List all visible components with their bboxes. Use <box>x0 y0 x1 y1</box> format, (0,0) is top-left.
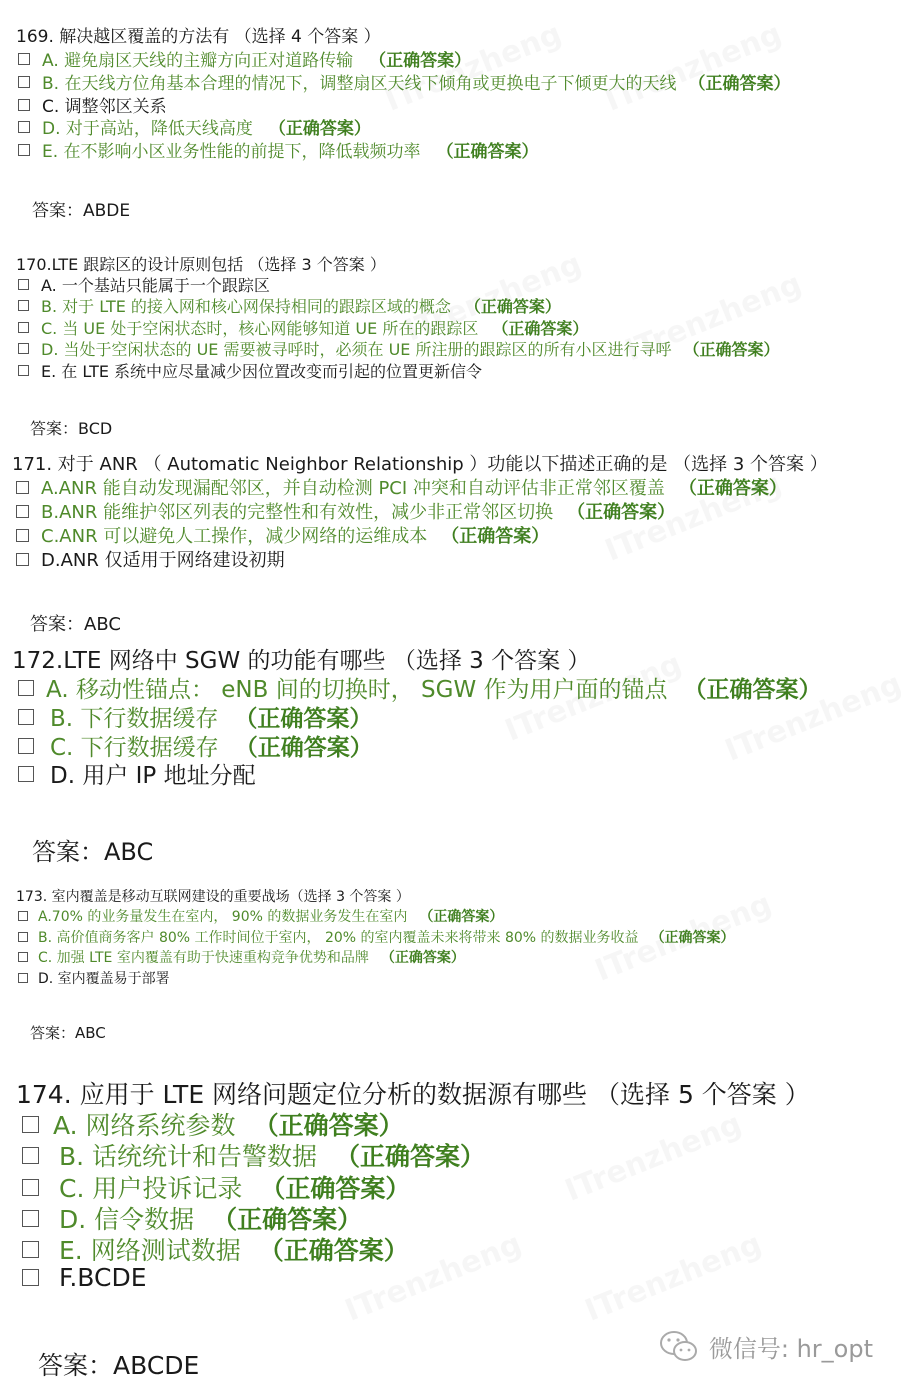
correct-answer-tag: （正确答案） <box>253 1111 404 1140</box>
watermark-text <box>580 1226 766 1328</box>
checkbox[interactable] <box>22 1269 39 1286</box>
correct-answer-tag: （正确答案） <box>650 930 735 946</box>
checkbox[interactable] <box>18 680 34 696</box>
checkbox[interactable] <box>18 144 30 156</box>
option-a[interactable] <box>18 906 503 926</box>
checkbox[interactable] <box>18 932 28 942</box>
correct-answer-tag: （正确答案） <box>380 950 465 966</box>
option-label: B. 在天线方位角基本合理的情况下，调整扇区天线下倾角或更换电子下倾更大的天线 <box>42 74 677 94</box>
option-label: A.ANR 能自动发现漏配邻区，并自动检测 PCI 冲突和自动评估非正常邻区覆盖 <box>41 478 665 499</box>
answer-key: 答案：ABDE <box>32 201 131 221</box>
option-f[interactable] <box>22 1263 147 1292</box>
option-e[interactable] <box>22 1231 409 1267</box>
correct-answer-tag: （正确答案） <box>688 74 791 94</box>
option-e[interactable] <box>18 137 539 162</box>
option-label: B. 下行数据缓存 <box>50 706 219 732</box>
correct-answer-tag: （正确答案） <box>492 319 589 338</box>
checkbox[interactable] <box>18 279 29 290</box>
checkbox[interactable] <box>18 53 30 65</box>
question-title: 169. 解决越区覆盖的方法有 （选择 4 个答案 ） <box>16 27 381 47</box>
checkbox[interactable] <box>16 505 29 518</box>
option-d[interactable] <box>16 546 285 572</box>
option-a[interactable] <box>18 273 270 296</box>
checkbox[interactable] <box>18 121 30 133</box>
question-title: 174. 应用于 LTE 网络问题定位分析的数据源有哪些 （选择 5 个答案 ） <box>16 1080 810 1109</box>
option-c[interactable] <box>18 947 465 967</box>
watermark-text <box>560 1106 746 1208</box>
option-label: E. 网络测试数据 <box>59 1236 241 1265</box>
option-a[interactable] <box>18 46 471 71</box>
option-c[interactable] <box>18 316 588 339</box>
checkbox[interactable] <box>18 322 29 333</box>
option-label: A. 一个基站只能属于一个跟踪区 <box>41 276 270 295</box>
option-label: D. 室内覆盖易于部署 <box>38 971 170 987</box>
wechat-account <box>659 1329 873 1364</box>
checkbox[interactable] <box>22 1210 39 1227</box>
correct-answer-tag: （正确答案） <box>268 119 371 139</box>
option-label: B.ANR 能维护邻区列表的完整性和有效性，减少非正常邻区切换 <box>41 502 554 523</box>
option-label: A. 移动性锚点： eNB 间的切换时， SGW 作为用户面的锚点 <box>46 677 668 703</box>
option-c[interactable] <box>16 522 549 548</box>
correct-answer-tag: （正确答案） <box>369 51 472 71</box>
option-d[interactable] <box>18 337 780 360</box>
option-label: C. 用户投诉记录 <box>59 1174 243 1203</box>
option-label: E. 在不影响小区业务性能的前提下，降低载频功率 <box>42 142 421 162</box>
option-b[interactable] <box>18 294 561 317</box>
answer-key: 答案：ABC <box>30 614 121 635</box>
option-label: A. 避免扇区天线的主瓣方向正对道路传输 <box>42 51 354 71</box>
checkbox[interactable] <box>18 300 29 311</box>
option-label: C.ANR 可以避免人工操作，减少网络的运维成本 <box>41 526 428 547</box>
option-label: C. 下行数据缓存 <box>50 735 219 761</box>
checkbox[interactable] <box>18 365 29 376</box>
wechat-icon <box>659 1330 699 1364</box>
checkbox[interactable] <box>18 911 28 921</box>
answer-key: 答案：ABC <box>30 1024 106 1042</box>
option-label: D. 对于高站，降低天线高度 <box>42 119 253 139</box>
option-label: C. 调整邻区关系 <box>42 97 167 117</box>
correct-answer-tag: （正确答案） <box>683 677 822 703</box>
checkbox[interactable] <box>18 766 34 782</box>
wechat-account-label: 微信号: hr_opt <box>708 1335 873 1363</box>
option-label: F.BCDE <box>59 1263 147 1292</box>
option-label: D. 用户 IP 地址分配 <box>50 763 256 789</box>
option-label: A. 网络系统参数 <box>53 1111 236 1140</box>
option-label: E. 在 LTE 系统中应尽量减少因位置改变而引起的位置更新信令 <box>41 362 483 381</box>
checkbox[interactable] <box>16 529 29 542</box>
watermark-text <box>600 16 786 118</box>
option-label: D. 当处于空闲状态的 UE 需要被寻呼时，必须在 UE 所注册的跟踪区的所有小区进行寻呼 <box>41 340 672 359</box>
option-label: B. 高价值商务客户 80% 工作时间位于室内， 20% 的室内覆盖未来将带来 80% 的数据业务收益 <box>38 930 639 946</box>
answer-key: 答案：ABC <box>32 838 154 866</box>
option-b[interactable] <box>16 498 675 524</box>
checkbox[interactable] <box>22 1147 39 1164</box>
option-a[interactable] <box>16 474 787 500</box>
option-e[interactable] <box>18 359 482 382</box>
question-title: 170.LTE 跟踪区的设计原则包括 （选择 3 个答案 ） <box>16 255 386 274</box>
option-d[interactable] <box>18 968 170 988</box>
option-b[interactable] <box>18 69 790 94</box>
correct-answer-tag: （正确答案） <box>260 1174 411 1203</box>
checkbox[interactable] <box>16 553 29 566</box>
correct-answer-tag: （正确答案） <box>683 340 780 359</box>
option-label: B. 对于 LTE 的接入网和核心网保持相同的跟踪区域的概念 <box>41 297 451 316</box>
correct-answer-tag: （正确答案） <box>419 909 504 925</box>
option-label: D.ANR 仅适用于网络建设初期 <box>41 550 285 571</box>
question-title: 171. 对于 ANR （ Automatic Neighbor Relationship ）功能以下描述正确的是 （选择 3 个答案 ） <box>12 454 828 475</box>
answer-key: 答案：ABCDE <box>38 1351 200 1380</box>
checkbox[interactable] <box>16 481 29 494</box>
option-d[interactable] <box>18 757 256 790</box>
option-label: C. 当 UE 处于空闲状态时，核心网能够知道 UE 所在的跟踪区 <box>41 319 479 338</box>
correct-answer-tag: （正确答案） <box>258 1236 409 1265</box>
checkbox[interactable] <box>18 343 29 354</box>
correct-answer-tag: （正确答案） <box>234 735 373 761</box>
correct-answer-tag: （正确答案） <box>464 297 561 316</box>
checkbox[interactable] <box>18 709 34 725</box>
question-title: 172.LTE 网络中 SGW 的功能有哪些 （选择 3 个答案 ） <box>12 648 591 674</box>
correct-answer-tag: （正确答案） <box>567 502 676 523</box>
checkbox[interactable] <box>22 1241 39 1258</box>
checkbox[interactable] <box>22 1116 39 1133</box>
checkbox[interactable] <box>18 738 34 754</box>
checkbox[interactable] <box>18 99 30 111</box>
checkbox[interactable] <box>18 76 30 88</box>
option-b[interactable] <box>22 1137 485 1173</box>
answer-key: 答案：BCD <box>30 419 113 438</box>
checkbox[interactable] <box>22 1179 39 1196</box>
question-title: 173. 室内覆盖是移动互联网建设的重要战场（选择 3 个答案 ） <box>16 889 410 905</box>
correct-answer-tag: （正确答案） <box>441 526 550 547</box>
option-label: B. 话统统计和告警数据 <box>59 1142 318 1171</box>
correct-answer-tag: （正确答案） <box>678 478 787 499</box>
checkbox[interactable] <box>18 952 28 962</box>
correct-answer-tag: （正确答案） <box>335 1142 486 1171</box>
option-b[interactable] <box>18 927 735 947</box>
correct-answer-tag: （正确答案） <box>234 706 373 732</box>
correct-answer-tag: （正确答案） <box>212 1205 363 1234</box>
checkbox[interactable] <box>18 973 28 983</box>
option-d[interactable] <box>18 114 371 139</box>
correct-answer-tag: （正确答案） <box>436 142 539 162</box>
option-label: C. 加强 LTE 室内覆盖有助于快速重构竞争优势和品牌 <box>38 950 369 966</box>
option-label: D. 信令数据 <box>59 1205 195 1234</box>
option-label: A.70% 的业务量发生在室内， 90% 的数据业务发生在室内 <box>38 909 408 925</box>
